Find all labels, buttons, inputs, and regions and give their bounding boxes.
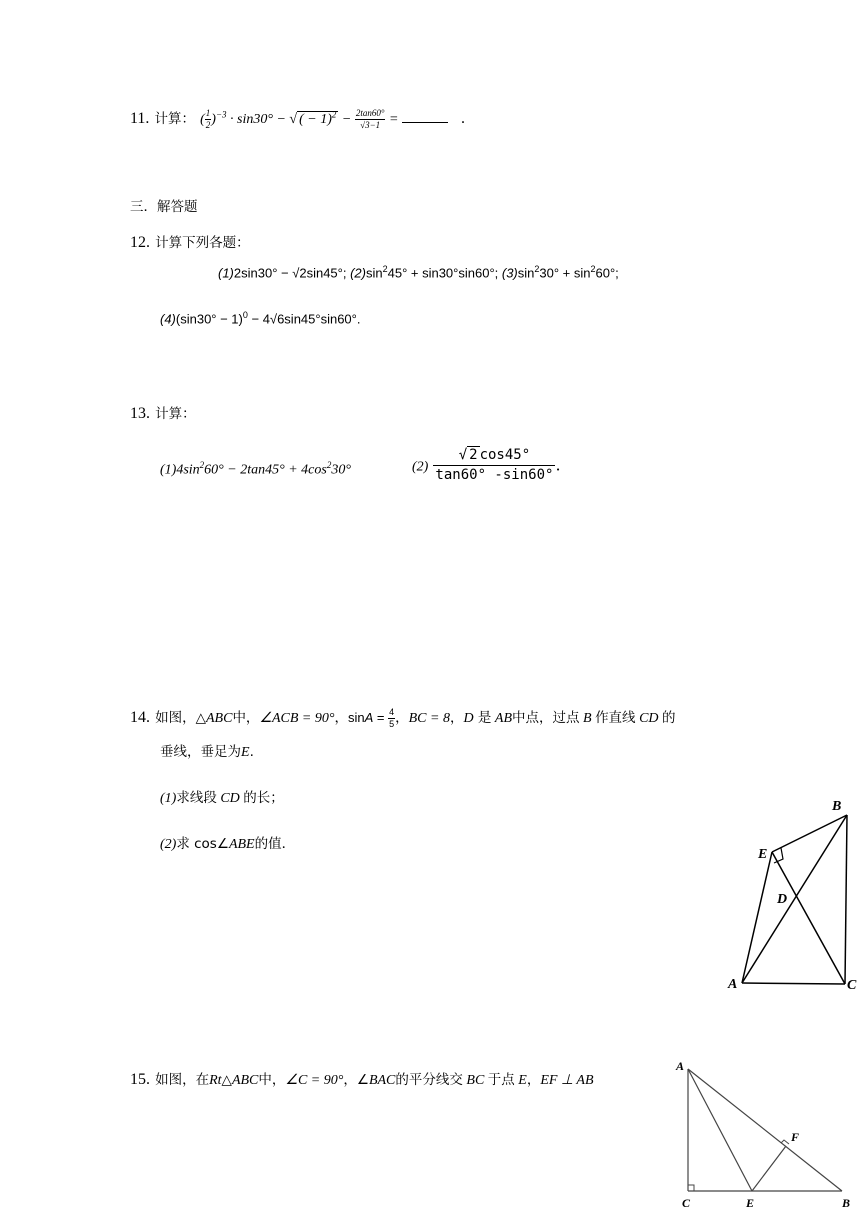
- label-F: F: [791, 1130, 800, 1144]
- q13-part2: (2) $\frac{√ 2 \cos 45^\circ}{\tan 60^\circ -\sin 60^\circ}$ .: [412, 447, 561, 484]
- q13-part1: $(1)4\sin^260^\circ - 2\tan 45^\circ + 4\cos^230^\circ$: [160, 460, 351, 478]
- q12-line2: $(4)(\sin 30^\circ - 1)^0 - 4√6\sin 45^\circ\sin 60^\circ$.: [160, 310, 361, 327]
- question-11: 11. 计算： ( $\frac{1}{2}$ )$^{-3}$ · sin30° − √ ( − 1)$^2$ − $\frac{2\tan 60^\circ}{√3-1}$ = .: [130, 108, 465, 131]
- q14-line2: 垂线，垂足为E.: [160, 744, 254, 760]
- q14-figure: [720, 795, 860, 995]
- label-B: B: [842, 1196, 851, 1210]
- q15-figure: [670, 1055, 860, 1216]
- question-number: 12.: [130, 234, 150, 251]
- question-number: 15.: [130, 1071, 150, 1088]
- label-C: C: [682, 1196, 691, 1210]
- question-13: [130, 402, 196, 423]
- label-C: C: [847, 978, 857, 993]
- question-15: 15. 如图，在Rt△ABC中，∠C = 90°，∠BAC的平分线交 BC 于点 E，EF ⊥ AB: [130, 1071, 594, 1088]
- label-B: B: [832, 799, 842, 814]
- question-number: 13.: [130, 405, 150, 422]
- question-12: [130, 231, 250, 252]
- label-A: A: [728, 977, 738, 992]
- question-number: 11.: [130, 110, 150, 127]
- question-label: 计算：: [155, 406, 196, 422]
- question-label: 计算下列各题：: [155, 235, 250, 251]
- q14-part2: (2)求 cos∠ABE的值．: [160, 836, 296, 852]
- question-label: 计算：: [154, 111, 195, 127]
- label-A: A: [676, 1059, 685, 1073]
- question-number: 14.: [130, 709, 150, 726]
- q12-line1: (1)2sin30° − √2sin45°; $(2)\sin^245^\circ + \sin 30^\circ\sin 60^\circ$; $(3)\sin^230^\circ + \sin^260^\circ$;: [218, 264, 619, 281]
- q14-part1: (1)求线段 CD 的长；: [160, 790, 284, 806]
- question-14: 14. 如图，△ABC中，∠ACB = 90°，sinA = $\frac{4}{5}$ ，BC = 8，D 是 AB中点，过点 B 作直线 CD 的: [130, 707, 676, 730]
- formula: ( $\frac{1}{2}$ )$^{-3}$ · sin30° − √ ( − 1)$^2$ − $\frac{2\tan 60^\circ}{√3-1}$ =: [200, 112, 448, 127]
- label-E: E: [746, 1196, 755, 1210]
- answer-blank: [402, 112, 448, 123]
- label-D: D: [777, 892, 788, 907]
- section-heading: 三．解答题: [130, 199, 198, 215]
- label-E: E: [758, 847, 768, 862]
